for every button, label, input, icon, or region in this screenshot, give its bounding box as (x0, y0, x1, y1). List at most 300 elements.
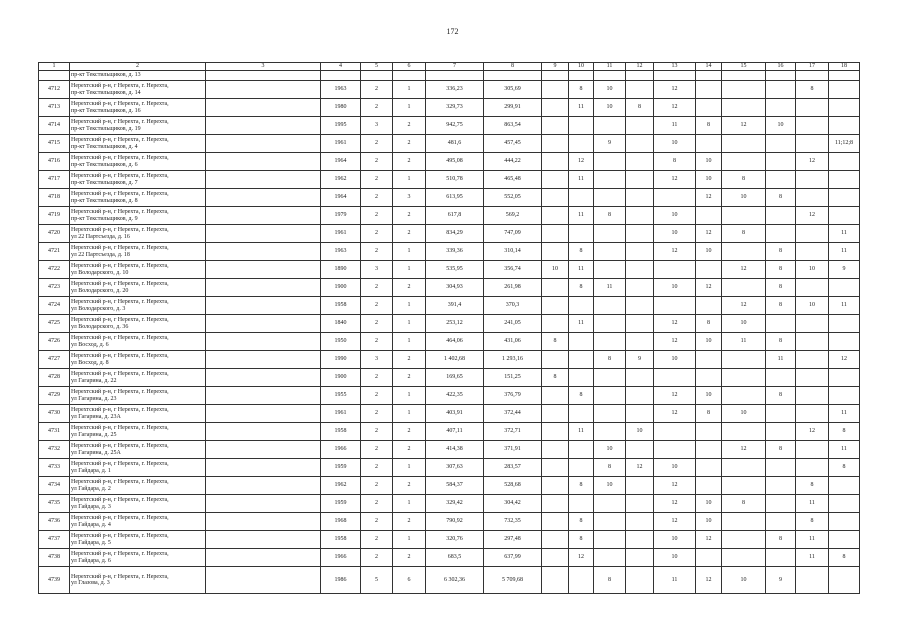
column-13-cell: 10 (654, 351, 696, 369)
column-8-cell: 5 709,68 (484, 567, 542, 594)
column-5-cell: 2 (361, 315, 393, 333)
column-3-cell (206, 459, 321, 477)
table-row (39, 81, 860, 99)
column-6-cell: 1 (393, 243, 426, 261)
column-16-cell (766, 423, 796, 441)
column-6-cell: 6 (393, 567, 426, 594)
column-12-cell (626, 315, 654, 333)
table-row (39, 171, 860, 189)
address-line-2: ул Гайдара, д. 5 (71, 539, 111, 546)
column-13-cell: 12 (654, 513, 696, 531)
column-number-11: 11 (594, 63, 626, 71)
column-9-cell (542, 405, 569, 423)
record-number-cell: 4722 (39, 261, 70, 279)
address-line-1: Нерехтский р-н, г Нерехта, г. Нерехта, (71, 515, 169, 522)
column-15-cell (722, 99, 766, 117)
column-14-cell (696, 261, 722, 279)
column-18-cell (829, 513, 860, 531)
column-7-cell: 495,08 (426, 153, 484, 171)
column-10-cell: 8 (569, 387, 594, 405)
column-3-cell (206, 189, 321, 207)
column-13-cell: 12 (654, 243, 696, 261)
column-8-cell: 241,05 (484, 315, 542, 333)
column-11-cell: 10 (594, 81, 626, 99)
column-14-cell: 8 (696, 117, 722, 135)
column-16-cell (766, 207, 796, 225)
address-line-1: Нерехтский р-н, г Нерехта, г. Нерехта, (71, 371, 169, 378)
column-6-cell: 1 (393, 459, 426, 477)
column-8-cell: 552,05 (484, 189, 542, 207)
column-10-cell (569, 441, 594, 459)
column-5-cell: 5 (361, 567, 393, 594)
column-12-cell (626, 171, 654, 189)
column-18-cell: 11 (829, 297, 860, 315)
table-cell (484, 71, 542, 81)
column-10-cell (569, 297, 594, 315)
column-13-cell: 12 (654, 171, 696, 189)
column-6-cell: 1 (393, 495, 426, 513)
column-9-cell (542, 99, 569, 117)
column-10-cell: 8 (569, 513, 594, 531)
column-16-cell (766, 513, 796, 531)
column-number-15: 15 (722, 63, 766, 71)
column-5-cell: 3 (361, 117, 393, 135)
address-line-2: ул Гагарина, д. 23 (71, 395, 117, 402)
column-16-cell (766, 135, 796, 153)
column-6-cell: 2 (393, 279, 426, 297)
column-17-cell (796, 333, 829, 351)
column-18-cell: 11 (829, 225, 860, 243)
column-8-cell: 299,91 (484, 99, 542, 117)
column-5-cell: 2 (361, 387, 393, 405)
column-6-cell: 2 (393, 351, 426, 369)
column-13-cell: 10 (654, 549, 696, 567)
column-17-cell: 8 (796, 81, 829, 99)
column-11-cell: 8 (594, 567, 626, 594)
address-cell (70, 441, 206, 459)
column-17-cell (796, 387, 829, 405)
address-cell (70, 513, 206, 531)
column-5-cell: 2 (361, 333, 393, 351)
column-15-cell: 12 (722, 441, 766, 459)
column-5-cell: 2 (361, 279, 393, 297)
address-line-1: Нерехтский р-н, г Нерехта, г. Нерехта, (71, 263, 169, 270)
column-16-cell (766, 153, 796, 171)
record-number-cell: 4729 (39, 387, 70, 405)
column-13-cell: 12 (654, 99, 696, 117)
column-13-cell: 10 (654, 279, 696, 297)
address-cell (70, 81, 206, 99)
column-8-cell: 528,68 (484, 477, 542, 495)
column-7-cell: 535,95 (426, 261, 484, 279)
address-cell (70, 477, 206, 495)
column-4-cell: 1980 (321, 99, 361, 117)
column-13-cell: 8 (654, 153, 696, 171)
table-cell (361, 71, 393, 81)
column-9-cell (542, 153, 569, 171)
column-15-cell: 8 (722, 171, 766, 189)
table-row (39, 315, 860, 333)
column-3-cell (206, 369, 321, 387)
address-line-1: Нерехтский р-н, г Нерехта, г. Нерехта, (71, 461, 169, 468)
address-line-2: ул Гагарина, д. 25А (71, 449, 121, 456)
column-10-cell: 11 (569, 99, 594, 117)
column-12-cell: 8 (626, 99, 654, 117)
column-3-cell (206, 297, 321, 315)
column-7-cell: 414,38 (426, 441, 484, 459)
record-number-cell: 4723 (39, 279, 70, 297)
column-9-cell: 8 (542, 333, 569, 351)
address-line-1: Нерехтский р-н, г Нерехта, г. Нерехта, (71, 155, 169, 162)
table-row (39, 369, 860, 387)
address-cell (70, 189, 206, 207)
column-18-cell (829, 387, 860, 405)
column-5-cell: 2 (361, 495, 393, 513)
address-cell (70, 315, 206, 333)
column-5-cell: 2 (361, 441, 393, 459)
column-9-cell (542, 315, 569, 333)
column-15-cell (722, 207, 766, 225)
table-row (39, 99, 860, 117)
column-17-cell: 12 (796, 153, 829, 171)
column-7-cell: 169,65 (426, 369, 484, 387)
column-9-cell (542, 459, 569, 477)
column-4-cell: 1966 (321, 549, 361, 567)
table-row (39, 261, 860, 279)
column-7-cell: 339,36 (426, 243, 484, 261)
column-11-cell (594, 405, 626, 423)
record-number-cell: 4728 (39, 369, 70, 387)
column-8-cell: 431,06 (484, 333, 542, 351)
column-17-cell (796, 405, 829, 423)
column-5-cell: 3 (361, 261, 393, 279)
column-7-cell: 6 302,36 (426, 567, 484, 594)
table-row (39, 387, 860, 405)
column-14-cell (696, 135, 722, 153)
page-number: 172 (446, 27, 459, 36)
address-line-2: ул Гагарина, д. 23А (71, 413, 121, 420)
table-cell (542, 71, 569, 81)
address-line-2: пр-кт Текстильщиков, д. 19 (71, 125, 141, 132)
column-number-18: 18 (829, 63, 860, 71)
column-4-cell: 1964 (321, 189, 361, 207)
column-number-8: 8 (484, 63, 542, 71)
record-number-cell: 4712 (39, 81, 70, 99)
column-17-cell (796, 117, 829, 135)
column-7-cell: 510,78 (426, 171, 484, 189)
record-number-cell: 4730 (39, 405, 70, 423)
column-15-cell: 10 (722, 405, 766, 423)
column-17-cell (796, 567, 829, 594)
column-6-cell: 2 (393, 153, 426, 171)
column-11-cell (594, 315, 626, 333)
column-7-cell: 584,37 (426, 477, 484, 495)
column-3-cell (206, 261, 321, 279)
column-14-cell: 10 (696, 495, 722, 513)
column-17-cell (796, 189, 829, 207)
address-line-2: ул Восход, д. 8 (71, 359, 109, 366)
column-18-cell (829, 81, 860, 99)
column-3-cell (206, 225, 321, 243)
column-12-cell (626, 369, 654, 387)
column-14-cell: 10 (696, 171, 722, 189)
table-row (39, 531, 860, 549)
column-18-cell: 8 (829, 549, 860, 567)
column-4-cell: 1962 (321, 171, 361, 189)
column-6-cell: 2 (393, 477, 426, 495)
column-10-cell: 12 (569, 153, 594, 171)
column-3-cell (206, 153, 321, 171)
column-17-cell (796, 171, 829, 189)
table-cell (722, 71, 766, 81)
column-13-cell (654, 297, 696, 315)
column-number-4: 4 (321, 63, 361, 71)
column-11-cell (594, 243, 626, 261)
column-18-cell (829, 171, 860, 189)
column-12-cell: 12 (626, 459, 654, 477)
column-10-cell (569, 189, 594, 207)
column-15-cell: 10 (722, 315, 766, 333)
column-8-cell: 372,71 (484, 423, 542, 441)
column-14-cell: 12 (696, 567, 722, 594)
column-13-cell: 10 (654, 135, 696, 153)
address-line-1: Нерехтский р-н, г Нерехта, г. Нерехта, (71, 191, 169, 198)
column-14-cell (696, 477, 722, 495)
column-11-cell (594, 153, 626, 171)
record-number-cell: 4733 (39, 459, 70, 477)
table-row (39, 243, 860, 261)
column-13-cell: 12 (654, 333, 696, 351)
column-16-cell (766, 549, 796, 567)
column-7-cell: 834,29 (426, 225, 484, 243)
column-8-cell: 371,91 (484, 441, 542, 459)
column-13-cell: 10 (654, 459, 696, 477)
table-row (39, 135, 860, 153)
column-7-cell: 253,12 (426, 315, 484, 333)
address-cell (70, 207, 206, 225)
column-12-cell (626, 531, 654, 549)
record-number-cell: 4718 (39, 189, 70, 207)
column-18-cell (829, 189, 860, 207)
column-9-cell (542, 441, 569, 459)
column-8-cell: 444,22 (484, 153, 542, 171)
column-9-cell (542, 207, 569, 225)
address-line-1: Нерехтский р-н, г Нерехта, г. Нерехта, (71, 425, 169, 432)
column-4-cell: 1950 (321, 333, 361, 351)
table-row (39, 189, 860, 207)
column-10-cell: 8 (569, 243, 594, 261)
column-5-cell: 2 (361, 207, 393, 225)
continued-address-cell: пр-кт Текстильщиков, д. 13 (70, 71, 206, 81)
table-row (39, 333, 860, 351)
column-4-cell: 1963 (321, 81, 361, 99)
column-16-cell (766, 315, 796, 333)
column-15-cell (722, 513, 766, 531)
address-line-1: Нерехтский р-н, г Нерехта, г. Нерехта, (71, 137, 169, 144)
column-3-cell (206, 549, 321, 567)
column-10-cell (569, 135, 594, 153)
column-5-cell: 2 (361, 369, 393, 387)
address-cell (70, 405, 206, 423)
column-number-13: 13 (654, 63, 696, 71)
address-line-1: Нерехтский р-н, г Нерехта, г. Нерехта, (71, 573, 169, 580)
column-9-cell (542, 135, 569, 153)
column-14-cell (696, 297, 722, 315)
column-16-cell: 8 (766, 441, 796, 459)
column-13-cell (654, 423, 696, 441)
record-number-cell: 4726 (39, 333, 70, 351)
column-11-cell: 11 (594, 279, 626, 297)
record-number-cell: 4736 (39, 513, 70, 531)
column-8-cell: 457,45 (484, 135, 542, 153)
column-15-cell (722, 549, 766, 567)
column-14-cell (696, 459, 722, 477)
column-6-cell: 3 (393, 189, 426, 207)
address-line-2: ул Гагарина, д. 22 (71, 377, 117, 384)
column-4-cell: 1968 (321, 513, 361, 531)
column-6-cell: 2 (393, 135, 426, 153)
column-18-cell: 8 (829, 459, 860, 477)
address-line-1: Нерехтский р-н, г Нерехта, г. Нерехта, (71, 299, 169, 306)
column-5-cell: 2 (361, 135, 393, 153)
column-6-cell: 1 (393, 297, 426, 315)
column-10-cell: 11 (569, 423, 594, 441)
column-7-cell: 942,75 (426, 117, 484, 135)
address-line-2: ул Гайдара, д. 3 (71, 503, 111, 510)
column-11-cell (594, 495, 626, 513)
column-3-cell (206, 351, 321, 369)
column-16-cell: 8 (766, 333, 796, 351)
column-3-cell (206, 405, 321, 423)
address-line-1: Нерехтский р-н, г Нерехта, г. Нерехта, (71, 335, 169, 342)
column-17-cell: 11 (796, 495, 829, 513)
column-11-cell: 10 (594, 99, 626, 117)
column-9-cell (542, 567, 569, 594)
column-9-cell (542, 117, 569, 135)
column-18-cell (829, 207, 860, 225)
column-6-cell: 2 (393, 441, 426, 459)
address-line-1: Нерехтский р-н, г Нерехта, г. Нерехта, (71, 281, 169, 288)
table-cell (696, 71, 722, 81)
table-row (39, 477, 860, 495)
column-18-cell (829, 531, 860, 549)
table-row (39, 549, 860, 567)
column-15-cell (722, 81, 766, 99)
column-6-cell: 1 (393, 261, 426, 279)
column-18-cell: 12 (829, 351, 860, 369)
column-4-cell: 1961 (321, 405, 361, 423)
column-15-cell (722, 423, 766, 441)
column-9-cell: 10 (542, 261, 569, 279)
column-11-cell (594, 333, 626, 351)
column-9-cell (542, 387, 569, 405)
column-10-cell (569, 369, 594, 387)
address-cell (70, 531, 206, 549)
column-4-cell: 1964 (321, 153, 361, 171)
column-16-cell (766, 405, 796, 423)
column-12-cell (626, 477, 654, 495)
address-cell (70, 459, 206, 477)
column-15-cell (722, 369, 766, 387)
column-16-cell: 8 (766, 297, 796, 315)
address-cell (70, 387, 206, 405)
record-number-cell: 4738 (39, 549, 70, 567)
address-line-2: ул Гайдара, д. 1 (71, 467, 111, 474)
column-7-cell: 329,42 (426, 495, 484, 513)
address-line-2: пр-кт Текстильщиков, д. 6 (71, 161, 138, 168)
column-11-cell (594, 549, 626, 567)
column-11-cell (594, 531, 626, 549)
address-line-2: ул Володарского, д. 10 (71, 269, 129, 276)
column-13-cell: 12 (654, 315, 696, 333)
column-number-7: 7 (426, 63, 484, 71)
column-8-cell: 305,69 (484, 81, 542, 99)
column-16-cell (766, 477, 796, 495)
column-9-cell (542, 495, 569, 513)
column-15-cell: 10 (722, 189, 766, 207)
column-18-cell (829, 117, 860, 135)
column-8-cell: 372,44 (484, 405, 542, 423)
column-number-16: 16 (766, 63, 796, 71)
column-3-cell (206, 243, 321, 261)
column-18-cell: 11 (829, 405, 860, 423)
column-5-cell: 2 (361, 99, 393, 117)
record-number-cell: 4713 (39, 99, 70, 117)
column-10-cell: 8 (569, 279, 594, 297)
table-row (39, 441, 860, 459)
column-10-cell (569, 567, 594, 594)
column-6-cell: 1 (393, 333, 426, 351)
column-11-cell (594, 171, 626, 189)
column-6-cell: 2 (393, 207, 426, 225)
column-18-cell: 11 (829, 441, 860, 459)
column-13-cell (654, 369, 696, 387)
column-12-cell (626, 261, 654, 279)
address-cell (70, 225, 206, 243)
column-14-cell (696, 369, 722, 387)
column-10-cell (569, 225, 594, 243)
column-11-cell: 9 (594, 135, 626, 153)
column-13-cell: 10 (654, 207, 696, 225)
table-row (39, 405, 860, 423)
column-13-cell: 10 (654, 225, 696, 243)
column-6-cell: 1 (393, 531, 426, 549)
column-8-cell: 356,74 (484, 261, 542, 279)
record-number-cell: 4724 (39, 297, 70, 315)
column-5-cell: 2 (361, 405, 393, 423)
address-cell (70, 423, 206, 441)
column-12-cell (626, 333, 654, 351)
column-12-cell (626, 387, 654, 405)
column-4-cell: 1986 (321, 567, 361, 594)
column-6-cell: 1 (393, 81, 426, 99)
column-14-cell (696, 99, 722, 117)
address-line-2: ул Восход, д. 6 (71, 341, 109, 348)
column-13-cell: 11 (654, 567, 696, 594)
table-row (39, 279, 860, 297)
column-15-cell (722, 387, 766, 405)
column-12-cell (626, 549, 654, 567)
record-number-cell: 4716 (39, 153, 70, 171)
column-10-cell: 8 (569, 531, 594, 549)
column-14-cell: 10 (696, 243, 722, 261)
column-10-cell: 11 (569, 207, 594, 225)
column-12-cell (626, 225, 654, 243)
column-7-cell: 320,76 (426, 531, 484, 549)
column-9-cell (542, 225, 569, 243)
table-cell (829, 71, 860, 81)
column-12-cell (626, 207, 654, 225)
